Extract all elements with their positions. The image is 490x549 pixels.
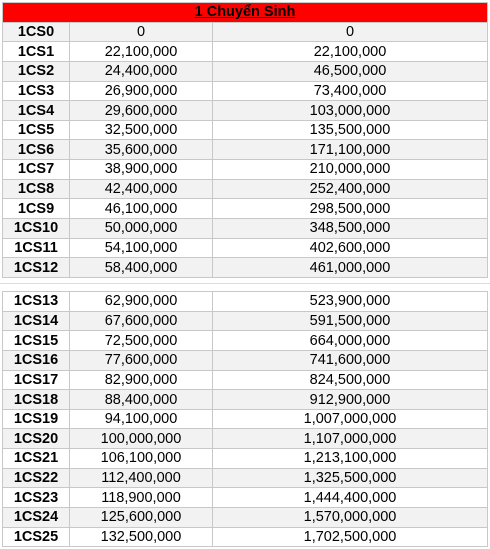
table-row <box>3 160 488 180</box>
cost-cell: 88,400,000 <box>70 390 213 410</box>
table-row <box>3 409 488 429</box>
level-cell: 1CS25 <box>3 527 70 547</box>
level-cell: 1CS3 <box>3 81 70 101</box>
total-cell: 523,900,000 <box>213 292 488 312</box>
level-cell: 1CS7 <box>3 160 70 180</box>
level-cell: 1CS10 <box>3 219 70 239</box>
table-row <box>3 370 488 390</box>
cost-cell: 62,900,000 <box>70 292 213 312</box>
level-cell: 1CS8 <box>3 179 70 199</box>
table-row <box>3 350 488 370</box>
total-cell: 912,900,000 <box>213 390 488 410</box>
cost-cell: 35,600,000 <box>70 140 213 160</box>
table-row <box>3 390 488 410</box>
level-cell: 1CS11 <box>3 238 70 258</box>
table-row <box>3 331 488 351</box>
table-row <box>3 81 488 101</box>
total-cell: 135,500,000 <box>213 120 488 140</box>
table-row <box>3 101 488 121</box>
table-row <box>3 468 488 488</box>
table-row <box>3 120 488 140</box>
cost-cell: 112,400,000 <box>70 468 213 488</box>
level-cell: 1CS18 <box>3 390 70 410</box>
total-cell: 171,100,000 <box>213 140 488 160</box>
total-cell: 210,000,000 <box>213 160 488 180</box>
level-cell: 1CS16 <box>3 350 70 370</box>
total-cell: 1,007,000,000 <box>213 409 488 429</box>
total-cell: 348,500,000 <box>213 219 488 239</box>
cost-cell: 106,100,000 <box>70 449 213 469</box>
cost-cell: 58,400,000 <box>70 258 213 278</box>
level-cell: 1CS9 <box>3 199 70 219</box>
cost-cell: 50,000,000 <box>70 219 213 239</box>
cost-cell: 94,100,000 <box>70 409 213 429</box>
level-cell: 1CS19 <box>3 409 70 429</box>
total-cell: 1,213,100,000 <box>213 449 488 469</box>
table-row <box>3 219 488 239</box>
table-row <box>3 258 488 278</box>
level-cell: 1CS13 <box>3 292 70 312</box>
total-cell: 461,000,000 <box>213 258 488 278</box>
level-cell: 1CS5 <box>3 120 70 140</box>
cost-cell: 82,900,000 <box>70 370 213 390</box>
cost-cell: 22,100,000 <box>70 42 213 62</box>
table-row <box>3 61 488 81</box>
total-cell: 591,500,000 <box>213 311 488 331</box>
total-cell: 1,107,000,000 <box>213 429 488 449</box>
cost-cell: 72,500,000 <box>70 331 213 351</box>
table-row <box>3 42 488 62</box>
total-cell: 402,600,000 <box>213 238 488 258</box>
table-row <box>3 22 488 42</box>
table-row <box>3 488 488 508</box>
total-cell: 1,444,400,000 <box>213 488 488 508</box>
level-cell: 1CS0 <box>3 22 70 42</box>
cost-cell: 38,900,000 <box>70 160 213 180</box>
level-cell: 1CS12 <box>3 258 70 278</box>
total-cell: 298,500,000 <box>213 199 488 219</box>
level-cell: 1CS2 <box>3 61 70 81</box>
table-row <box>3 527 488 547</box>
cost-cell: 46,100,000 <box>70 199 213 219</box>
cost-cell: 67,600,000 <box>70 311 213 331</box>
total-cell: 103,000,000 <box>213 101 488 121</box>
separator-line <box>0 283 490 284</box>
level-cell: 1CS23 <box>3 488 70 508</box>
rebirth-table-part2 <box>2 291 488 547</box>
title-row <box>3 3 488 23</box>
level-cell: 1CS4 <box>3 101 70 121</box>
level-cell: 1CS6 <box>3 140 70 160</box>
total-cell: 73,400,000 <box>213 81 488 101</box>
table-row <box>3 292 488 312</box>
total-cell: 1,702,500,000 <box>213 527 488 547</box>
table-row <box>3 311 488 331</box>
table-row <box>3 179 488 199</box>
level-cell: 1CS14 <box>3 311 70 331</box>
table-row <box>3 508 488 528</box>
table-row <box>3 449 488 469</box>
cost-cell: 77,600,000 <box>70 350 213 370</box>
table-row <box>3 429 488 449</box>
cost-cell: 0 <box>70 22 213 42</box>
cost-cell: 32,500,000 <box>70 120 213 140</box>
level-cell: 1CS1 <box>3 42 70 62</box>
cost-cell: 118,900,000 <box>70 488 213 508</box>
table-title: 1 Chuyển Sinh <box>3 3 488 23</box>
total-cell: 1,570,000,000 <box>213 508 488 528</box>
level-cell: 1CS15 <box>3 331 70 351</box>
cost-cell: 100,000,000 <box>70 429 213 449</box>
level-cell: 1CS20 <box>3 429 70 449</box>
total-cell: 46,500,000 <box>213 61 488 81</box>
cost-cell: 132,500,000 <box>70 527 213 547</box>
cost-cell: 24,400,000 <box>70 61 213 81</box>
table-separator <box>0 280 490 289</box>
level-cell: 1CS24 <box>3 508 70 528</box>
total-cell: 664,000,000 <box>213 331 488 351</box>
level-cell: 1CS22 <box>3 468 70 488</box>
table-row <box>3 238 488 258</box>
level-cell: 1CS21 <box>3 449 70 469</box>
total-cell: 0 <box>213 22 488 42</box>
cost-cell: 42,400,000 <box>70 179 213 199</box>
rebirth-table-part1 <box>2 2 488 278</box>
total-cell: 741,600,000 <box>213 350 488 370</box>
cost-cell: 29,600,000 <box>70 101 213 121</box>
total-cell: 22,100,000 <box>213 42 488 62</box>
cost-cell: 54,100,000 <box>70 238 213 258</box>
total-cell: 252,400,000 <box>213 179 488 199</box>
level-cell: 1CS17 <box>3 370 70 390</box>
table-row <box>3 199 488 219</box>
total-cell: 824,500,000 <box>213 370 488 390</box>
total-cell: 1,325,500,000 <box>213 468 488 488</box>
cost-cell: 26,900,000 <box>70 81 213 101</box>
table-row <box>3 140 488 160</box>
cost-cell: 125,600,000 <box>70 508 213 528</box>
